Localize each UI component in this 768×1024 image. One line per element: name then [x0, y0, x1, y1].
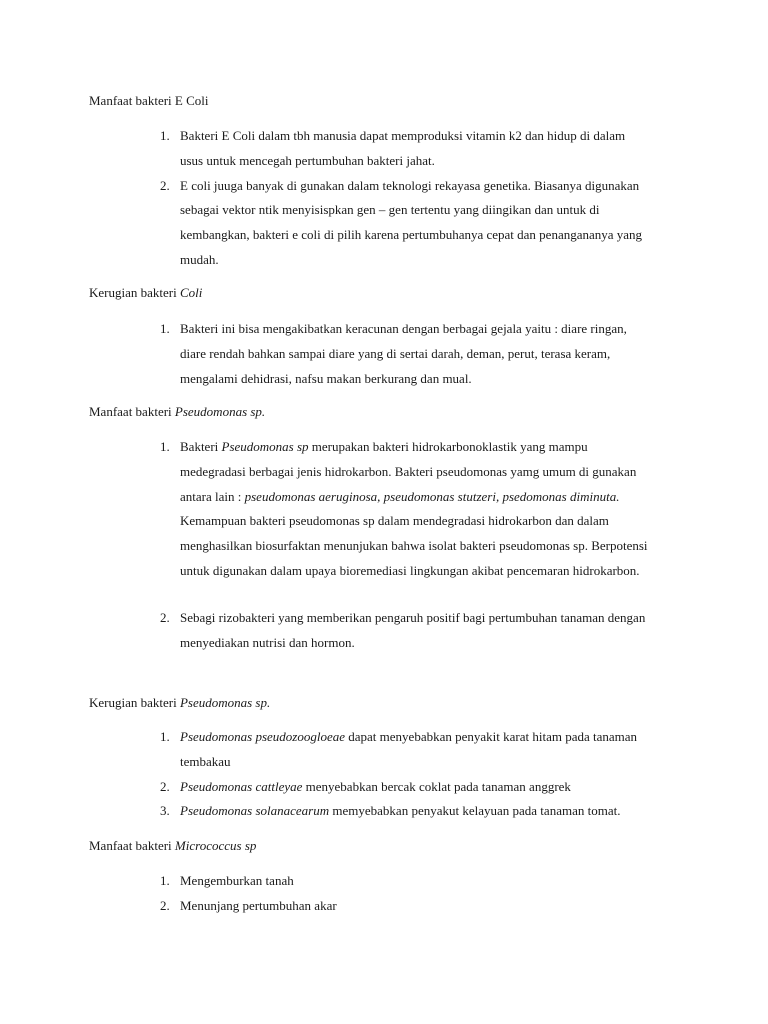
- item-number: 2.: [160, 177, 170, 193]
- list-item: [160, 725, 700, 775]
- section-heading-manfaat-pseudomonas: [89, 400, 265, 425]
- heading-italic: Pseudomonas sp.: [174, 404, 266, 419]
- item-number: 3.: [160, 803, 170, 819]
- list-item: [160, 869, 700, 894]
- list-item: [160, 124, 700, 174]
- text-run: menyebabkan bercak coklat pada tanaman anggrek: [302, 778, 571, 794]
- species-name: Pseudomonas pseudozoogloeae: [180, 729, 346, 744]
- list-item: [160, 799, 700, 824]
- item-text-line: kembangkan, bakteri e coli di pilih karena pertumbuhanya cepat dan penangananya yang: [180, 227, 643, 243]
- list-item: [160, 894, 700, 919]
- list-manfaat-e-coli: [160, 124, 700, 273]
- text-run: dapat menyebabkan penyakit karat hitam pada tanaman: [345, 729, 638, 744]
- heading-text: Manfaat bakteri: [89, 838, 175, 853]
- item-text-line: menyediakan nutrisi dan hormon.: [180, 634, 355, 650]
- item-text-line: untuk digunakan dalam upaya bioremediasi lingkungan akibat pencemaran hidrokarbon.: [180, 562, 640, 578]
- item-text-line: diare rendah bahkan sampai diare yang di sertai darah, deman, perut, terasa keram,: [180, 345, 611, 361]
- item-text-line: mengalami dehidrasi, nafsu makan berkurang dan mual.: [180, 370, 472, 386]
- list-manfaat-micrococcus: [160, 869, 700, 919]
- list-kerugian-pseudomonas: [160, 725, 700, 824]
- item-text-line: sebagai vektor ntik menyisispkan gen – gen tertentu yang diingikan dan untuk di: [180, 202, 600, 218]
- list-item: [160, 435, 700, 584]
- list-kerugian-coli: [160, 317, 700, 391]
- list-manfaat-pseudomonas-continued: [160, 606, 700, 656]
- species-name: Pseudomonas cattleyae: [180, 778, 303, 794]
- heading-italic: Micrococcus sp: [174, 838, 257, 853]
- list-manfaat-pseudomonas: [160, 435, 700, 584]
- item-text-line: [180, 775, 700, 800]
- item-text-line: Sebagi rizobakteri yang memberikan pengaruh positif bagi pertumbuhan tanaman dengan: [180, 610, 646, 625]
- item-text-line: medegradasi berbagai jenis hidrokarbon. Bakteri pseudomonas yamg umum di gunakan: [180, 463, 637, 479]
- item-number: 2.: [160, 778, 170, 794]
- item-text-line: Kemampuan bakteri pseudomonas sp dalam mendegradasi hidrokarbon dan dalam: [180, 513, 609, 529]
- item-text-line: tembakau: [180, 753, 231, 769]
- heading-italic: Pseudomonas sp.: [179, 695, 271, 710]
- section-heading-manfaat-micrococcus: [89, 834, 256, 859]
- item-text-line: Mengemburkan tanah: [180, 873, 294, 888]
- item-number: 1.: [160, 321, 170, 336]
- heading-italic: Coli: [179, 285, 203, 300]
- item-number: 1.: [160, 128, 170, 143]
- species-name: pseudomonas aeruginosa, pseudomonas stutzeri, psedomonas diminuta.: [244, 488, 620, 504]
- heading-text: Kerugian bakteri: [89, 695, 180, 710]
- text-run: antara lain :: [180, 488, 245, 504]
- text-run: merupakan bakteri hidrokarbonoklastik yang mampu: [308, 439, 588, 454]
- item-text-line: [180, 799, 700, 824]
- heading-text: Manfaat bakteri E Coli: [89, 93, 209, 108]
- list-item: [160, 174, 700, 273]
- list-item: [160, 317, 700, 391]
- list-item: [160, 775, 700, 800]
- item-number: 1.: [160, 729, 170, 744]
- item-number: 2.: [160, 610, 170, 625]
- item-text-line: usus untuk mencegah pertumbuhan bakteri jahat.: [180, 152, 435, 168]
- item-text-line: Menunjang pertumbuhan akar: [180, 897, 337, 913]
- section-heading-kerugian-coli: [89, 281, 202, 306]
- heading-text: Kerugian bakteri: [89, 285, 180, 300]
- section-heading-kerugian-pseudomonas: [89, 691, 270, 716]
- item-number: 1.: [160, 873, 170, 888]
- item-text-line: [180, 725, 700, 750]
- section-heading-manfaat-e-coli: [89, 89, 209, 114]
- text-run: memyebabkan penyakut kelayuan pada tanaman tomat.: [329, 803, 621, 819]
- item-text-line: menghasilkan biosurfaktan menunjukan bahwa isolat bakteri pseudomonas sp. Berpotensi: [180, 538, 648, 554]
- text-run: Bakteri: [180, 439, 222, 454]
- item-text-line: mudah.: [180, 251, 219, 267]
- list-item: [160, 606, 700, 656]
- item-text-line: [180, 485, 700, 510]
- item-text-line: E coli juuga banyak di gunakan dalam teknologi rekayasa genetika. Biasanya digunakan: [180, 177, 640, 193]
- item-text-line: Bakteri E Coli dalam tbh manusia dapat memproduksi vitamin k2 dan hidup di dalam: [180, 128, 626, 143]
- item-text-line: Bakteri ini bisa mengakibatkan keracunan dengan berbagai gejala yaitu : diare ringan,: [180, 321, 627, 336]
- species-name: Pseudomonas sp: [221, 439, 309, 454]
- item-number: 2.: [160, 897, 170, 913]
- species-name: Pseudomonas solanacearum: [180, 803, 330, 819]
- heading-text: Manfaat bakteri: [89, 404, 175, 419]
- item-number: 1.: [160, 439, 170, 454]
- item-text-line: [180, 435, 700, 460]
